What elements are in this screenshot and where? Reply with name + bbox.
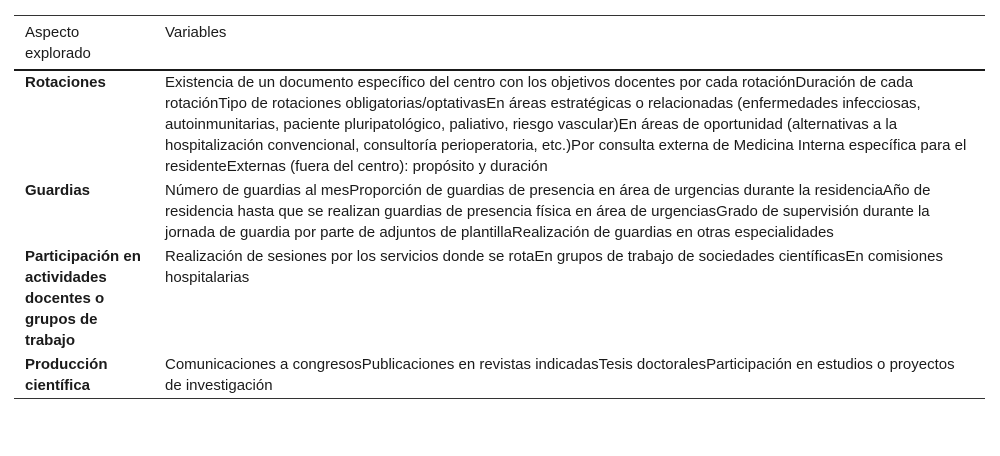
table-row xyxy=(14,245,985,353)
variables-table xyxy=(14,15,985,399)
row-variables: Comunicaciones a congresosPublicaciones en revistas indicadasTesis doctoralesParticipación en estudios o proyectos de investigación xyxy=(165,356,955,394)
row-aspect: Participación en actividades docentes o grupos de trabajo xyxy=(25,248,141,349)
table-container xyxy=(14,15,985,399)
row-aspect: Rotaciones xyxy=(25,74,106,91)
table-row xyxy=(14,179,985,245)
table-row xyxy=(14,353,985,399)
header-row xyxy=(14,16,985,71)
row-variables: Número de guardias al mesProporción de guardias de presencia en área de urgencias durante la residenciaAño de residencia hasta que se realizan guardias de presencia física en área de urgenciasGrado de supervisión durante la jornada de guardia por parte de adjuntos de plantillaRealización de guardias en otras especialidades xyxy=(165,182,931,241)
table-row xyxy=(14,70,985,179)
header-variables: Variables xyxy=(165,24,227,41)
row-aspect: Guardias xyxy=(25,182,91,199)
row-variables: Existencia de un documento específico del centro con los objetivos docentes por cada rotaciónDuración de cada rotaciónTipo de rotaciones obligatorias/optativasEn áreas estratégicas o relacionadas (enfermedades infecciosas, autoinmunitarias, paciente pluripatológico, paliativo, riesgo vascular)En áreas de oportunidad (alternativas a la hospitalización convencional, consultoría perioperatoria, etc.)Por consulta externa de Medicina Interna específica para el residenteExternas (fuera del centro): propósito y duración xyxy=(165,74,967,175)
row-aspect: Producción científica xyxy=(25,356,108,394)
header-aspect: Aspecto explorado xyxy=(25,24,91,62)
row-variables: Realización de sesiones por los servicios donde se rotaEn grupos de trabajo de sociedades científicasEn comisiones hospitalarias xyxy=(165,248,943,286)
